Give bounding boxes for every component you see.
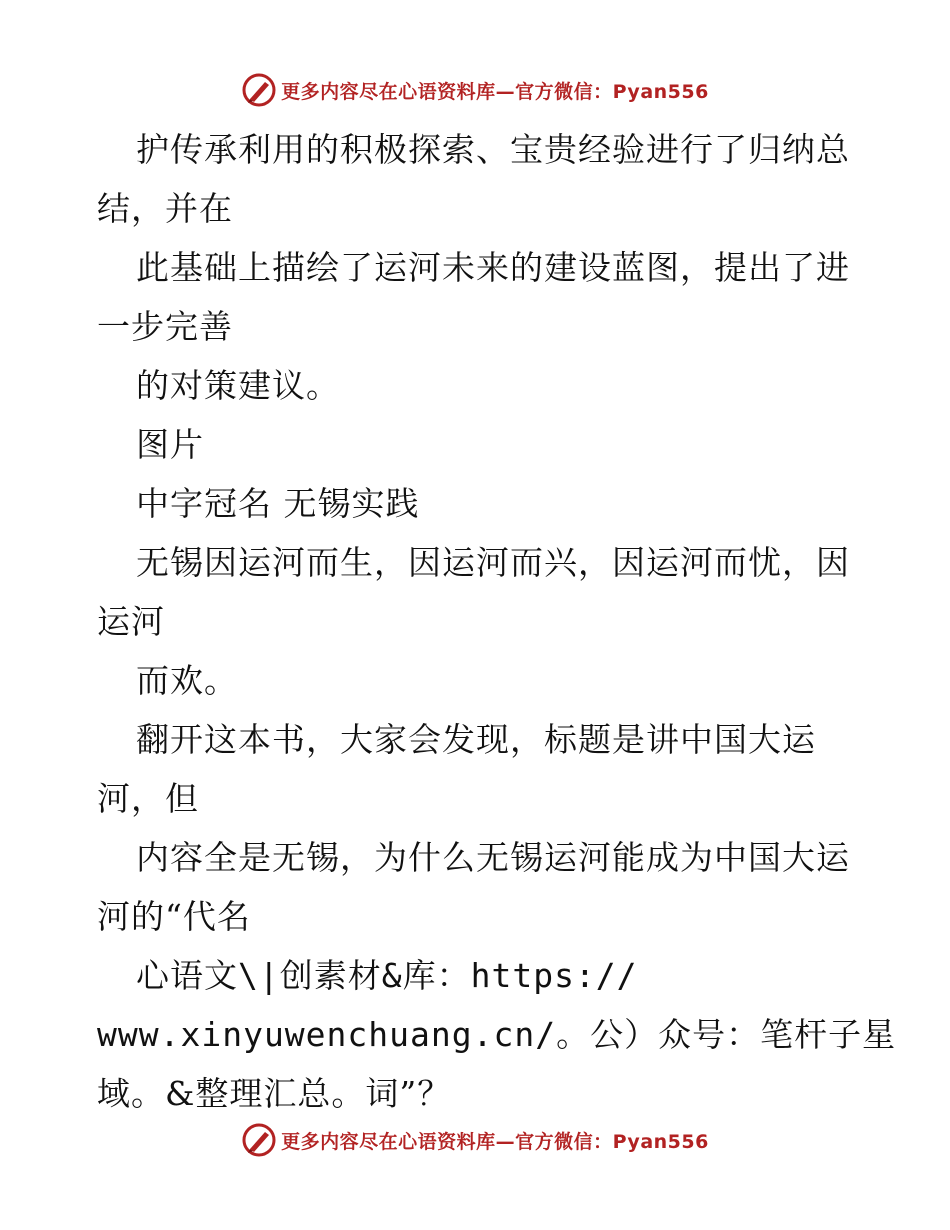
paragraph-line: 运河 bbox=[97, 602, 165, 641]
paragraph-line: 河的“代名 bbox=[97, 897, 251, 936]
footer-banner-text: 更多内容尽在心语资料库—官方微信：Pyan556 bbox=[281, 1130, 709, 1153]
footer-banner bbox=[0, 1120, 950, 1160]
paragraph-line: 此基础上描绘了运河未来的建设蓝图，提出了进 bbox=[136, 248, 850, 287]
header-banner-text: 更多内容尽在心语资料库—官方微信：Pyan556 bbox=[281, 80, 709, 103]
document-body bbox=[97, 120, 897, 1123]
paragraph-line: 翻开这本书，大家会发现，标题是讲中国大运 bbox=[136, 720, 816, 759]
paragraph-line: 而欢。 bbox=[136, 661, 238, 700]
pen-logo-icon bbox=[241, 1122, 277, 1158]
paragraph-line: 河，但 bbox=[97, 779, 199, 818]
paragraph-line: 结，并在 bbox=[97, 189, 233, 228]
paragraph-line: 心语文\|创素材&库：https:// bbox=[136, 956, 638, 995]
paragraph-line: 护传承利用的积极探索、宝贵经验进行了归纳总 bbox=[136, 130, 850, 169]
pen-logo-icon bbox=[241, 72, 277, 108]
paragraph-line: 的对策建议。 bbox=[136, 366, 340, 405]
image-placeholder-label: 图片 bbox=[136, 425, 204, 464]
paragraph-line: 域。&整理汇总。词”？ bbox=[97, 1074, 452, 1113]
paragraph-line: 内容全是无锡，为什么无锡运河能成为中国大运 bbox=[136, 838, 850, 877]
section-heading: 中字冠名 无锡实践 bbox=[136, 484, 420, 523]
paragraph-line: 无锡因运河而生，因运河而兴，因运河而忧，因 bbox=[136, 543, 850, 582]
paragraph-line: 一步完善 bbox=[97, 307, 233, 346]
paragraph-line: www.xinyuwenchuang.cn/。公）众号：笔杆子星 bbox=[97, 1015, 897, 1054]
header-banner bbox=[0, 70, 950, 110]
